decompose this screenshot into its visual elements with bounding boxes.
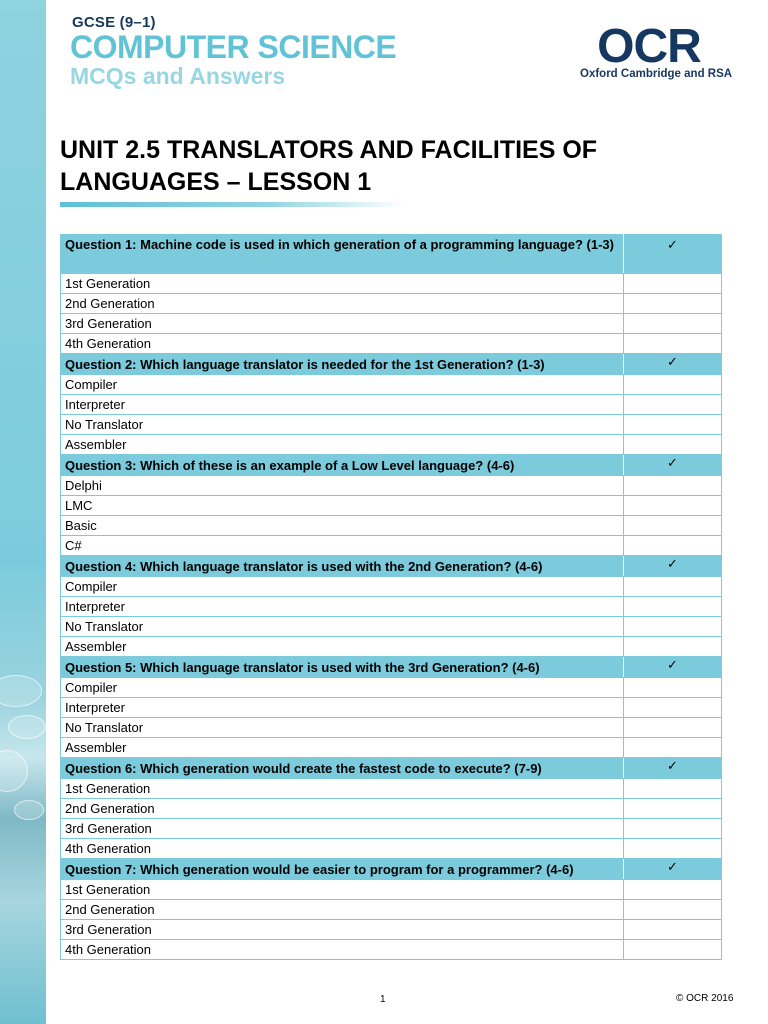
answer-option-label: 4th Generation [61,334,624,354]
answer-option-label: LMC [61,496,624,516]
answer-tick-cell[interactable] [624,334,722,354]
answer-tick-cell[interactable] [624,920,722,940]
answer-option-row [61,577,722,597]
qualification-label: GCSE (9–1) [72,14,156,31]
answer-option-label: 2nd Generation [61,799,624,819]
answer-option-label: Interpreter [61,597,624,617]
answer-option-row [61,476,722,496]
answer-option-row [61,718,722,738]
question-text: Question 2: Which language translator is needed for the 1st Generation? (1-3) [61,354,624,375]
answer-option-row [61,597,722,617]
question-row [61,235,722,274]
answer-option-label: Compiler [61,678,624,698]
answer-option-label: No Translator [61,415,624,435]
answer-tick-cell[interactable] [624,718,722,738]
page-title-line-2: LANGUAGES – LESSON 1 [60,168,372,196]
answer-option-row [61,920,722,940]
question-text: Question 6: Which generation would create the fastest code to execute? (7-9) [61,758,624,779]
answer-tick-cell[interactable] [624,536,722,556]
question-text: Question 5: Which language translator is used with the 3rd Generation? (4-6) [61,657,624,678]
answer-tick-cell[interactable] [624,274,722,294]
ocr-logo [574,20,733,90]
answer-option-label: No Translator [61,617,624,637]
answer-option-row [61,738,722,758]
answer-tick-cell[interactable] [624,597,722,617]
answer-tick-cell[interactable] [624,314,722,334]
answer-tick-cell[interactable] [624,880,722,900]
answer-option-row [61,294,722,314]
answer-tick-cell[interactable] [624,779,722,799]
question-row [61,758,722,779]
answer-option-label: 2nd Generation [61,900,624,920]
answer-option-row [61,819,722,839]
answer-option-row [61,637,722,657]
answer-option-label: Interpreter [61,698,624,718]
answer-option-label: 4th Generation [61,839,624,859]
answer-option-row [61,435,722,455]
subject-title: COMPUTER SCIENCE [70,29,397,65]
answer-option-label: C# [61,536,624,556]
answer-option-row [61,274,722,294]
answer-option-label: 1st Generation [61,880,624,900]
answer-tick-cell[interactable] [624,678,722,698]
bubble-decoration [8,715,46,739]
ocr-logo-subtext: Oxford Cambridge and RSA [580,68,733,80]
answer-option-label: Basic [61,516,624,536]
answer-tick-cell[interactable] [624,395,722,415]
tick-header-icon: ✓ [624,556,722,577]
title-underline [60,202,405,207]
answer-tick-cell[interactable] [624,375,722,395]
question-text: Question 4: Which language translator is used with the 2nd Generation? (4-6) [61,556,624,577]
answer-tick-cell[interactable] [624,738,722,758]
question-text: Question 1: Machine code is used in which generation of a programming language? (1-3) [61,235,624,274]
copyright-notice: © OCR 2016 [676,993,734,1004]
answer-option-row [61,940,722,960]
answer-tick-cell[interactable] [624,940,722,960]
answer-option-label: Compiler [61,577,624,597]
answer-option-label: 1st Generation [61,274,624,294]
answer-option-label: Assembler [61,738,624,758]
answer-tick-cell[interactable] [624,415,722,435]
answer-option-label: 3rd Generation [61,314,624,334]
question-row [61,556,722,577]
answer-option-row [61,536,722,556]
decorative-side-strip [0,0,46,1024]
answer-option-label: Assembler [61,435,624,455]
answer-option-row [61,880,722,900]
answer-option-row [61,900,722,920]
svg-text:OCR: OCR [597,20,701,68]
answer-option-row [61,779,722,799]
answer-option-label: Assembler [61,637,624,657]
answer-option-row [61,516,722,536]
bubble-decoration [0,750,28,792]
answer-option-row [61,334,722,354]
question-text: Question 3: Which of these is an example of a Low Level language? (4-6) [61,455,624,476]
answer-option-row [61,678,722,698]
answer-option-label: 4th Generation [61,940,624,960]
answer-tick-cell[interactable] [624,496,722,516]
tick-header-icon: ✓ [624,455,722,476]
answer-option-row [61,375,722,395]
tick-header-icon: ✓ [624,758,722,779]
tick-header-icon: ✓ [624,354,722,375]
answer-tick-cell[interactable] [624,819,722,839]
bubble-decoration [14,800,44,820]
question-row [61,455,722,476]
answer-tick-cell[interactable] [624,698,722,718]
tick-header-icon: ✓ [624,657,722,678]
answer-tick-cell[interactable] [624,294,722,314]
answer-tick-cell[interactable] [624,577,722,597]
answer-option-label: Delphi [61,476,624,496]
answer-option-label: No Translator [61,718,624,738]
answer-option-row [61,617,722,637]
question-row [61,354,722,375]
tick-header-icon: ✓ [624,859,722,880]
answer-option-row [61,415,722,435]
answer-tick-cell[interactable] [624,839,722,859]
page-title-line-1: UNIT 2.5 TRANSLATORS AND FACILITIES OF [60,136,598,164]
answer-option-label: Interpreter [61,395,624,415]
mcq-table [60,234,722,960]
answer-option-row [61,395,722,415]
tick-header-icon: ✓ [624,235,722,274]
bubble-decoration [0,675,42,707]
answer-tick-cell[interactable] [624,900,722,920]
answer-option-label: 1st Generation [61,779,624,799]
question-row [61,657,722,678]
answer-option-row [61,698,722,718]
answer-tick-cell[interactable] [624,476,722,496]
answer-option-row [61,839,722,859]
ocr-logo-mark [574,20,724,68]
answer-option-label: 2nd Generation [61,294,624,314]
series-subtitle: MCQs and Answers [70,63,286,89]
page-number: 1 [380,994,386,1005]
answer-option-label: 3rd Generation [61,920,624,940]
page-title [60,134,740,198]
answer-tick-cell[interactable] [624,516,722,536]
answer-option-label: 3rd Generation [61,819,624,839]
question-row [61,859,722,880]
answer-option-row [61,496,722,516]
answer-option-row [61,314,722,334]
answer-tick-cell[interactable] [624,617,722,637]
question-text: Question 7: Which generation would be easier to program for a programmer? (4-6) [61,859,624,880]
answer-option-label: Compiler [61,375,624,395]
answer-option-row [61,799,722,819]
answer-tick-cell[interactable] [624,799,722,819]
answer-tick-cell[interactable] [624,435,722,455]
answer-tick-cell[interactable] [624,637,722,657]
